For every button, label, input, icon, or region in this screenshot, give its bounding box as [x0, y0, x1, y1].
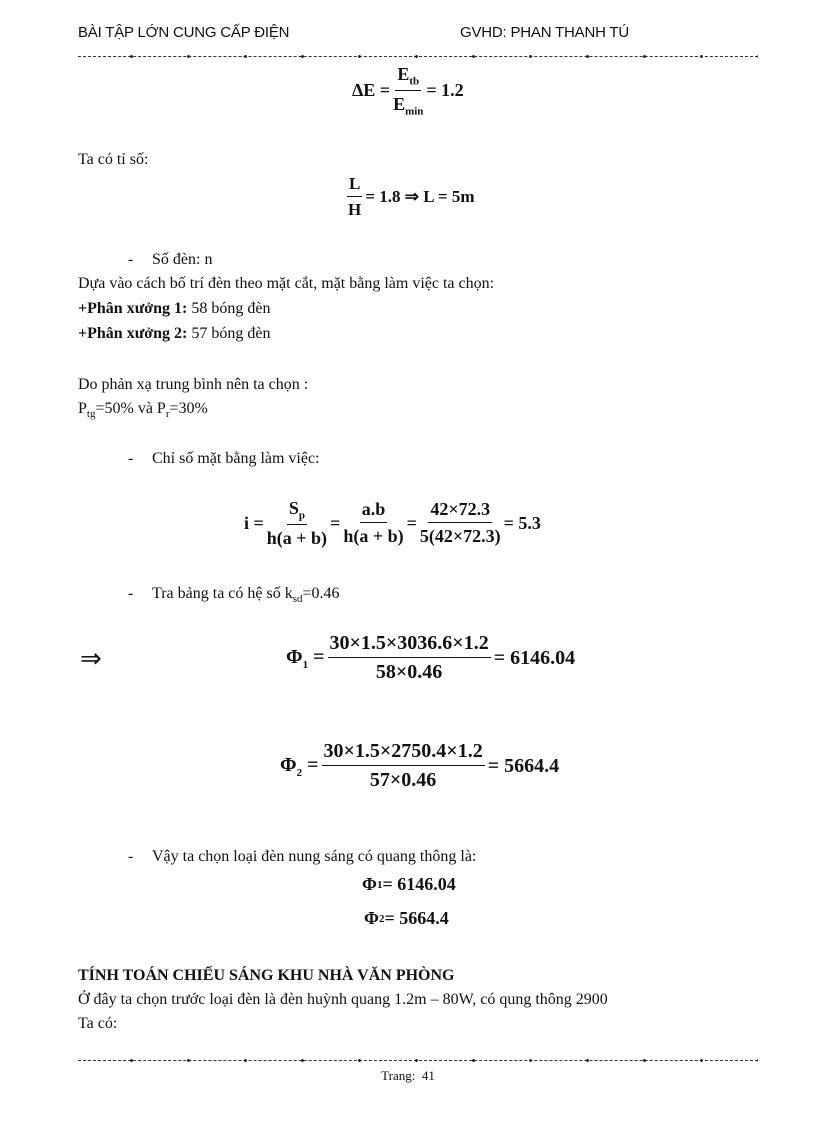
office-text: Ở đây ta chọn trước loại đèn là đèn huỳnh quang 1.2m – 80W, có qung thông 2900 — [78, 991, 608, 1008]
implies-arrow: ⇒ — [80, 644, 102, 673]
footer-label: Trang: — [381, 1068, 416, 1083]
equation-phi1: $\Phi_1$ = $\frac{30\times 1.5\times 3036.6\times 1.2}{58\times 0.46}$ = 6146.04 — [286, 632, 576, 683]
bullet-choose: Vậy ta chọn loại đèn nung sáng có quang thông là: — [152, 848, 477, 865]
workshop-2: +Phân xưởng 2: 57 bóng đèn — [78, 325, 271, 342]
header-rule — [78, 56, 758, 57]
bullet-lamp-count: Số đèn: n — [152, 251, 213, 268]
bullet-mark: - — [128, 848, 134, 865]
bullet-mark: - — [128, 450, 134, 467]
equation-phi2: $\Phi_2$ = $\frac{30\times 1.5\times 2750.4\times 1.2}{57\times 0.46}$ = 5664.4 — [280, 740, 560, 791]
page-number: 41 — [421, 1068, 435, 1083]
equation-delta-e — [352, 64, 464, 117]
taco-text: Ta có: — [78, 1015, 118, 1032]
reflect-values: $P_{tg}=50\%$ và $P_r=30\%$ — [78, 400, 208, 421]
bullet-ksd: Tra bảng ta có hệ số $k_{sd}=0.46$ — [152, 585, 340, 606]
layout-text: Dựa vào cách bố trí đèn theo mặt cắt, mặt bằng làm việc ta chọn: — [78, 275, 495, 292]
workshop-1: +Phân xưởng 1: 58 bóng đèn — [78, 300, 271, 317]
header-title: BÀI TẬP LỚN CUNG CẤP ĐIỆN — [78, 24, 290, 41]
footer-rule — [78, 1060, 758, 1061]
eq-delta-e-lhs: ΔE = — [352, 80, 391, 101]
reflect-text: Do phản xạ trung bình nên ta chọn : — [78, 376, 309, 393]
eq-delta-e-fraction: $\frac{E_{tb}}{E_{min}}$ — [393, 64, 424, 118]
header-instructor: GVHD: PHAN THANH TÚ — [460, 24, 630, 41]
bullet-mark: - — [128, 251, 134, 268]
bullet-mark: - — [128, 585, 134, 602]
bullet-room-index: Chỉ số mặt bằng làm việc: — [152, 450, 320, 467]
eq-delta-e-rhs: = 1.2 — [426, 80, 464, 101]
equation-room-index: i = $\frac{S_p}{h(a + b)}$ = $\frac{a.b}{h(a + b)}$ = $\frac{42\times 72.3}{5(42\times 72.3)}$ = 5.3 — [244, 498, 541, 548]
equation-ratio: $\frac{L}{H}$ = 1.8 ⇒ L = 5m — [348, 174, 475, 219]
result-phi1: Φ 1 = 6146.04 — [362, 874, 456, 894]
ratio-intro: Ta có tỉ số: — [78, 151, 149, 168]
page-footer — [0, 1068, 816, 1084]
section-title: TÍNH TOÁN CHIẾU SÁNG KHU NHÀ VĂN PHÒNG — [78, 967, 455, 984]
result-phi2: Φ 2 = 5664.4 — [364, 908, 449, 928]
